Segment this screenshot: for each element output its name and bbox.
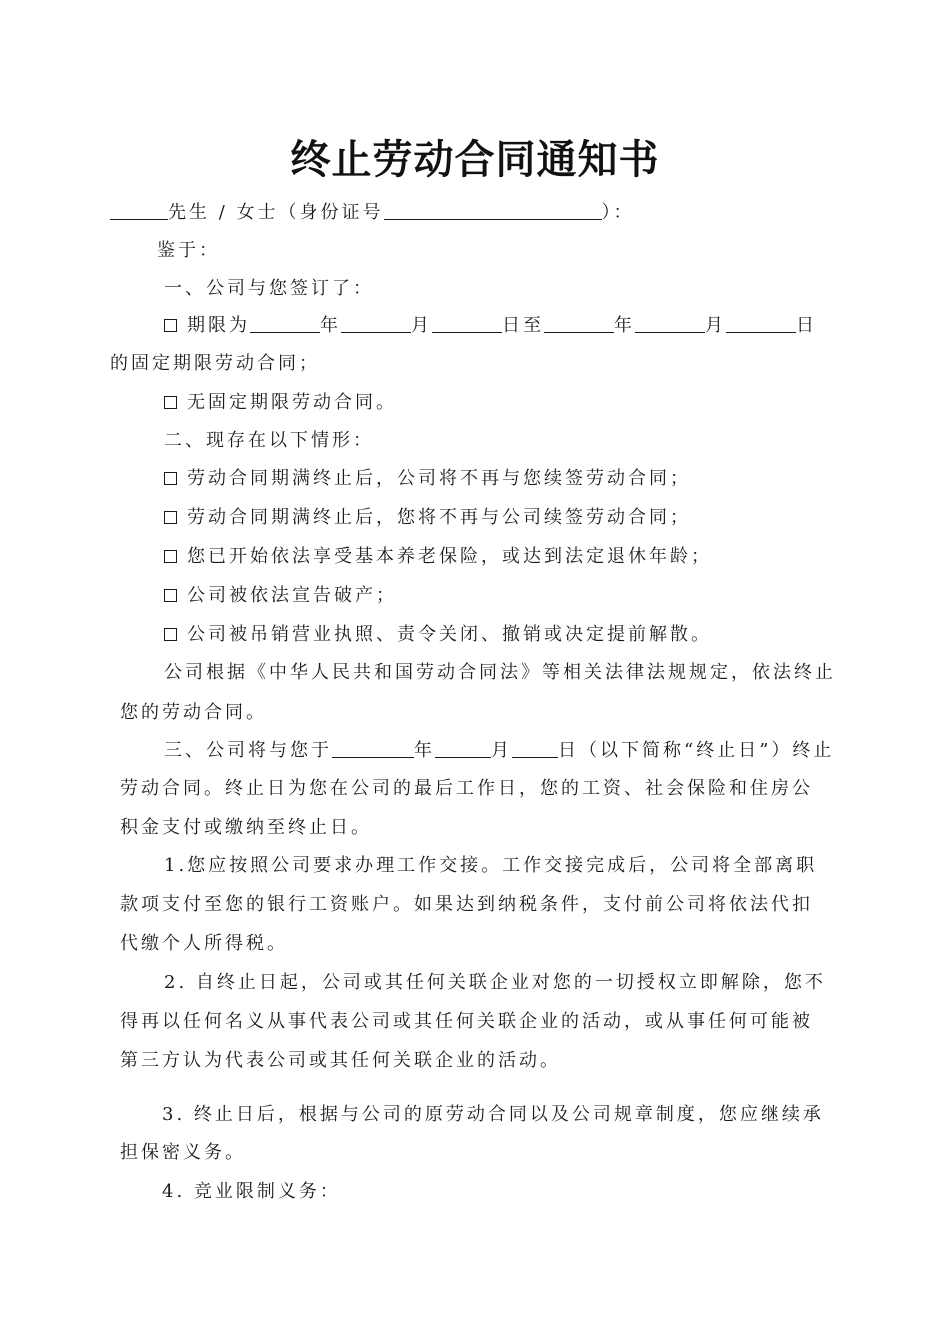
situation-label: 公司被吊销营业执照、责令关闭、撤销或决定提前解散。 <box>187 624 712 645</box>
termination-day-blank[interactable] <box>512 739 558 758</box>
end-year-label: 年 <box>614 315 635 336</box>
section2-heading: 二、现存在以下情形： <box>164 430 374 451</box>
situation-label: 劳动合同期满终止后，您将不再与公司续签劳动合同； <box>187 507 691 528</box>
checkbox-situation-5[interactable] <box>164 628 177 641</box>
fixed-term-continuation: 的固定期限劳动合同； <box>110 353 320 374</box>
end-year-blank[interactable] <box>544 314 614 333</box>
section1-heading: 一、公司与您签订了： <box>164 278 374 299</box>
salutation-line <box>110 200 635 226</box>
option-open-term <box>164 390 397 416</box>
termination-month-blank[interactable] <box>435 739 491 758</box>
termination-year-blank[interactable] <box>332 739 414 758</box>
given-label: 鉴于： <box>157 240 220 261</box>
situation-option <box>164 544 712 570</box>
item1-line: 代缴个人所得税。 <box>120 933 288 954</box>
start-day-blank[interactable] <box>432 314 502 333</box>
situation-option <box>164 505 691 531</box>
start-month-blank[interactable] <box>341 314 411 333</box>
page-title: 终止劳动合同通知书 <box>290 137 660 183</box>
salutation-end: ）： <box>601 202 635 223</box>
end-day-label: 日 <box>796 315 817 336</box>
situation-label: 劳动合同期满终止后，公司将不再与您续签劳动合同； <box>187 468 691 489</box>
checkbox-situation-4[interactable] <box>164 589 177 602</box>
situation-label: 公司被依法宣告破产； <box>187 585 397 606</box>
open-term-label: 无固定期限劳动合同。 <box>187 392 397 413</box>
item2-line: 得再以任何名义从事代表公司或其任何关联企业的活动，或从事任何可能被 <box>120 1011 813 1032</box>
situation-option <box>164 466 691 492</box>
start-year-blank[interactable] <box>250 314 320 333</box>
end-month-label: 月 <box>705 315 726 336</box>
conclusion-line: 公司根据《中华人民共和国劳动合同法》等相关法律法规规定，依法终止 <box>164 662 836 683</box>
situation-label: 您已开始依法享受基本养老保险，或达到法定退休年龄； <box>187 546 712 567</box>
checkbox-situation-3[interactable] <box>164 550 177 563</box>
checkbox-situation-1[interactable] <box>164 472 177 485</box>
end-month-blank[interactable] <box>635 314 705 333</box>
item1-line: 1.您应按照公司要求办理工作交接。工作交接完成后，公司将全部离职 <box>164 855 818 876</box>
section3-line: 积金支付或缴纳至终止日。 <box>120 817 372 838</box>
option-fixed-term <box>164 313 817 339</box>
start-day-label: 日至 <box>502 315 544 336</box>
item2-line: 2. 自终止日起，公司或其任何关联企业对您的一切授权立即解除，您不 <box>164 972 826 993</box>
item4-heading: 4. 竞业限制义务： <box>162 1181 341 1202</box>
fixed-term-prefix: 期限为 <box>187 315 250 336</box>
checkbox-fixed-term[interactable] <box>164 319 177 332</box>
conclusion-line: 您的劳动合同。 <box>120 702 267 723</box>
section3-first-line <box>164 738 834 764</box>
termination-month-label: 月 <box>491 740 512 761</box>
item1-line: 款项支付至您的银行工资账户。如果达到纳税条件，支付前公司将依法代扣 <box>120 894 813 915</box>
item3-line: 担保密义务。 <box>120 1142 246 1163</box>
name-blank[interactable] <box>110 201 168 220</box>
checkbox-situation-2[interactable] <box>164 511 177 524</box>
item3-line: 3. 终止日后，根据与公司的原劳动合同以及公司规章制度，您应继续承 <box>162 1104 824 1125</box>
end-day-blank[interactable] <box>726 314 796 333</box>
checkbox-open-term[interactable] <box>164 396 177 409</box>
start-month-label: 月 <box>411 315 432 336</box>
section3-prefix: 三、公司将与您于 <box>164 740 332 761</box>
gender-text: 先生 / 女士（身份证号 <box>168 202 384 223</box>
section3-suffix: 日（以下简称“终止日”）终止 <box>558 740 835 761</box>
section3-line: 劳动合同。终止日为您在公司的最后工作日，您的工资、社会保险和住房公 <box>120 778 813 799</box>
situation-option <box>164 622 712 648</box>
start-year-label: 年 <box>320 315 341 336</box>
item2-line: 第三方认为代表公司或其任何关联企业的活动。 <box>120 1050 561 1071</box>
termination-year-label: 年 <box>414 740 435 761</box>
situation-option <box>164 583 397 609</box>
id-number-blank[interactable] <box>384 201 602 220</box>
